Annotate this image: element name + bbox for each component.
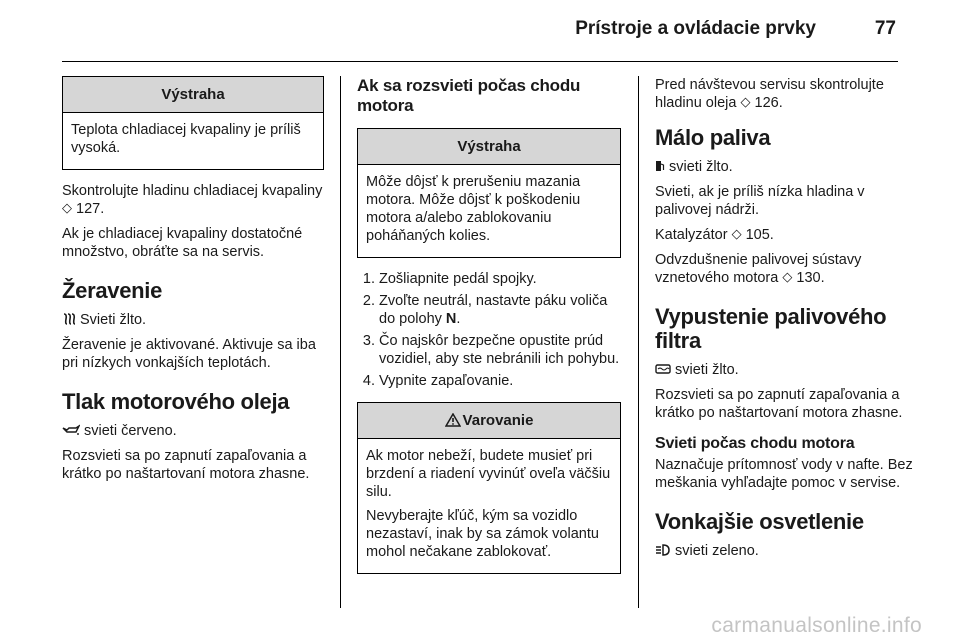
list-item: 4. Vypnite zapaľovanie.	[379, 372, 621, 390]
filter-text: Rozsvieti sa po zapnutí zapaľovania a krátko po naštartovaní motora zhasne.	[655, 387, 903, 421]
fuel-text-3: Odvzdušnenie palivovej sústavy vznetového motora ◇ 130.	[655, 252, 862, 286]
warning-triangle-icon	[445, 413, 461, 427]
list-item: 1. Zošliapnite pedál spojky.	[379, 270, 621, 288]
caution-box-lubrication	[357, 128, 621, 258]
warning-text-2: Nevyberajte kľúč, kým sa vozidlo nezastaví, inak by sa zámok volantu mohol nečakane zablokovať.	[366, 508, 599, 560]
oil-text: Rozsvieti sa po zapnutí zapaľovania a krátko po naštartovaní motora zhasne.	[62, 448, 310, 482]
list-item: 3. Čo najskôr bezpečne opustite prúd vozidiel, aby ste nebránili ich pohybu.	[379, 332, 621, 368]
heading-running: Ak sa rozsvieti počas chodu motora	[357, 76, 581, 115]
headlight-icon	[655, 544, 671, 556]
column-1	[62, 76, 324, 490]
oil-check-text: Pred návštevou servisu skontrolujte hladinu oleja ◇ 126.	[655, 77, 884, 111]
fuel-text-1: Svieti, ak je príliš nízka hladina v palivovej nádrži.	[655, 184, 865, 218]
coolant-service-text: Ak je chladiacej kvapaliny dostatočné množstvo, obráťte sa na servis.	[62, 226, 303, 260]
glow-text: Žeravenie je aktivované. Aktivuje sa iba pri nízkych vonkajších teplotách.	[62, 337, 316, 371]
heading-while-running: Svieti počas chodu motora	[655, 435, 855, 452]
heading-exterior-lights: Vonkajšie osvetlenie	[655, 509, 864, 534]
coolant-check-text: Skontrolujte hladinu chladiacej kvapaliny ◇ 127.	[62, 183, 323, 217]
caution-box-coolant	[62, 76, 324, 170]
oil-status: svieti červeno.	[62, 422, 324, 440]
page-number: 77	[874, 18, 896, 39]
warning-box-title: Varovanie	[358, 403, 620, 439]
header-rule	[62, 61, 898, 62]
heading-glow: Žeravenie	[62, 278, 163, 303]
caution-box-text: Teplota chladiacej kvapaliny je príliš vysoká.	[71, 122, 301, 156]
fuel-pump-icon	[655, 160, 665, 172]
section-title: Prístroje a ovládacie prvky	[575, 18, 816, 39]
list-item: 2. Zvoľte neutrál, nastavte páku voliča do polohy N.	[379, 292, 621, 328]
column-3	[655, 76, 917, 567]
column-2	[357, 76, 621, 586]
watermark: carmanualsonline.info	[711, 614, 922, 637]
caution-box-text: Môže dôjsť k prerušeniu mazania motora. Môže dôjsť k poškodeniu motora a/alebo zablokovaniu poháňaných kolies.	[366, 174, 581, 244]
page-ref-icon: ◇	[731, 226, 742, 241]
caution-box-title: Výstraha	[358, 129, 620, 165]
fuel-status: svieti žlto.	[655, 158, 917, 176]
heading-low-fuel: Málo paliva	[655, 125, 771, 150]
page-ref-icon: ◇	[740, 94, 751, 109]
page-ref-icon: ◇	[782, 269, 793, 284]
light-status: svieti zeleno.	[655, 542, 917, 560]
fuel-filter-icon	[655, 363, 671, 375]
column-divider-1	[340, 76, 341, 608]
steps-list	[357, 270, 621, 390]
page-header	[62, 18, 898, 46]
glow-status: Svieti žlto.	[62, 311, 324, 329]
heading-fuel-filter: Vypustenie palivového filtra	[655, 304, 887, 353]
warning-box	[357, 402, 621, 574]
page-ref-icon: ◇	[62, 200, 72, 215]
running-text: Naznačuje prítomnosť vody v nafte. Bez meškania vyhľadajte pomoc v servise.	[655, 457, 913, 491]
filter-status: svieti žlto.	[655, 361, 917, 379]
heading-oil-pressure: Tlak motorového oleja	[62, 389, 290, 414]
warning-text-1: Ak motor nebeží, budete musieť pri brzdení a riadení vyvinúť oveľa väčšiu silu.	[366, 448, 611, 500]
column-divider-2	[638, 76, 639, 608]
fuel-text-2: Katalyzátor ◇ 105.	[655, 226, 774, 243]
oil-can-icon	[62, 424, 80, 436]
glow-plug-icon	[62, 313, 76, 325]
caution-box-title: Výstraha	[63, 77, 323, 113]
